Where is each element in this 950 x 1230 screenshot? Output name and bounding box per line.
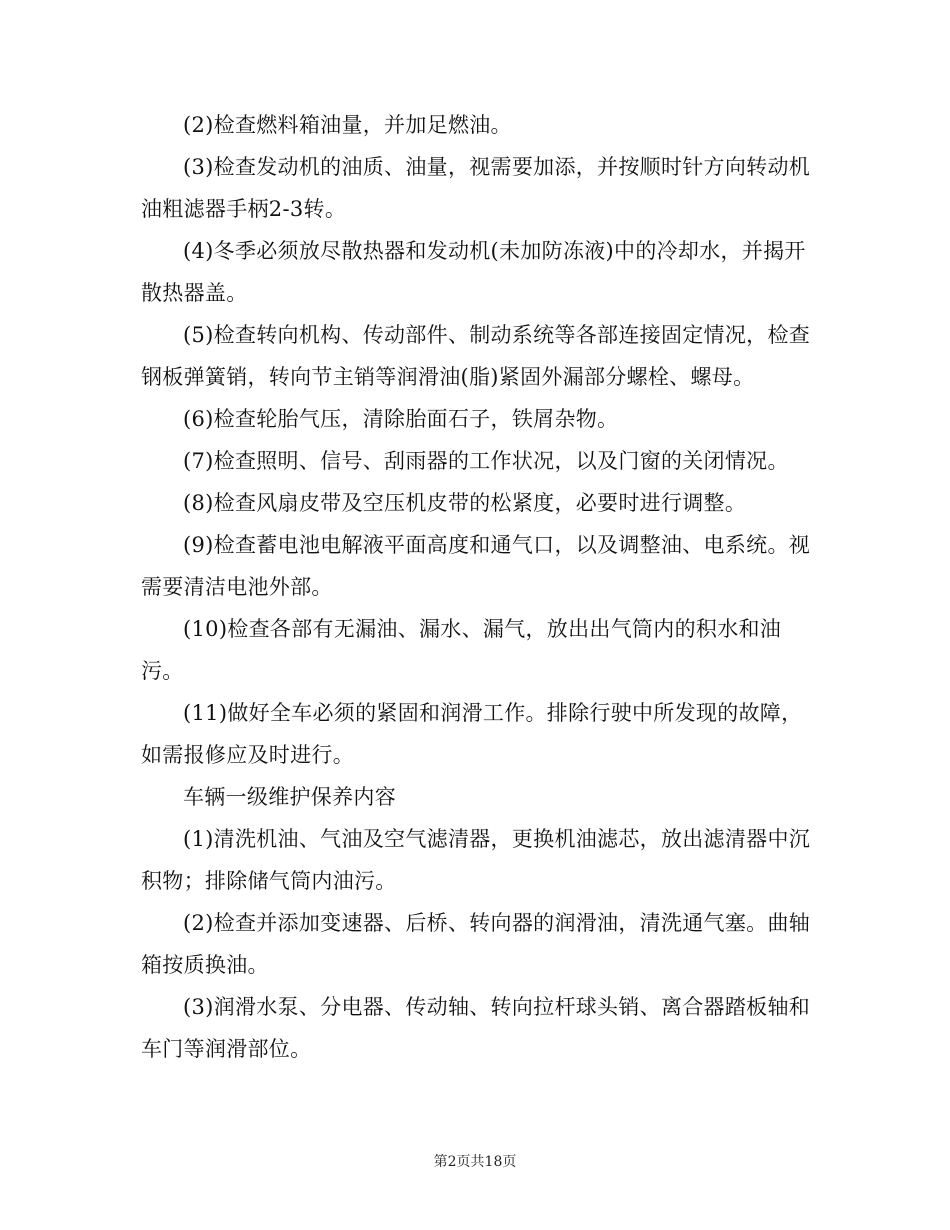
paragraph-check-battery: (9)检查蓄电池电解液平面高度和通气口，以及调整油、电系统。视需要清洁电池外部。	[141, 533, 811, 599]
paragraph-check-fuel: (2)检查燃料箱油量，并加足燃油。	[183, 113, 512, 137]
paragraph-clean-filters: (1)清洗机油、气油及空气滤清器，更换机油滤芯，放出滤清器中沉积物；排除储气筒内油污。	[141, 827, 811, 893]
paragraph-add-lubricant: (2)检查并添加变速器、后桥、转向器的润滑油，清洗通气塞。曲轴箱按质换油。	[141, 911, 811, 977]
page-number: 第2页共18页	[433, 1154, 517, 1170]
section-heading-level-one-maintenance: 车辆一级维护保养内容	[183, 785, 396, 809]
document-body	[141, 104, 813, 1070]
paragraph-winter-coolant: (4)冬季必须放尽散热器和发动机(未加防冻液)中的冷却水，并揭开散热器盖。	[141, 239, 806, 305]
paragraph-check-leaks: (10)检查各部有无漏油、漏水、漏气，放出出气筒内的积水和油污。	[141, 617, 782, 683]
paragraph-fastening-lubrication: (11)做好全车必须的紧固和润滑工作。排除行驶中所发现的故障，如需报修应及时进行。	[141, 701, 803, 767]
paragraph-check-steering: (5)检查转向机构、传动部件、制动系统等各部连接固定情况，检查钢板弹簧销，转向节主销等润滑油(脂)紧固外漏部分螺栓、螺母。	[141, 323, 811, 389]
paragraph-check-belts: (8)检查风扇皮带及空压机皮带的松紧度，必要时进行调整。	[183, 491, 747, 515]
paragraph-check-tires: (6)检查轮胎气压，清除胎面石子，铁屑杂物。	[183, 407, 619, 431]
paragraph-check-lights: (7)检查照明、信号、刮雨器的工作状况，以及门窗的关闭情况。	[183, 449, 789, 473]
paragraph-check-engine-oil: (3)检查发动机的油质、油量，视需要加添，并按顺时针方向转动机油粗滤器手柄2-3转。	[141, 155, 811, 221]
paragraph-lubricate-parts: (3)润滑水泵、分电器、传动轴、转向拉杆球头销、离合器踏板轴和车门等润滑部位。	[141, 995, 811, 1061]
